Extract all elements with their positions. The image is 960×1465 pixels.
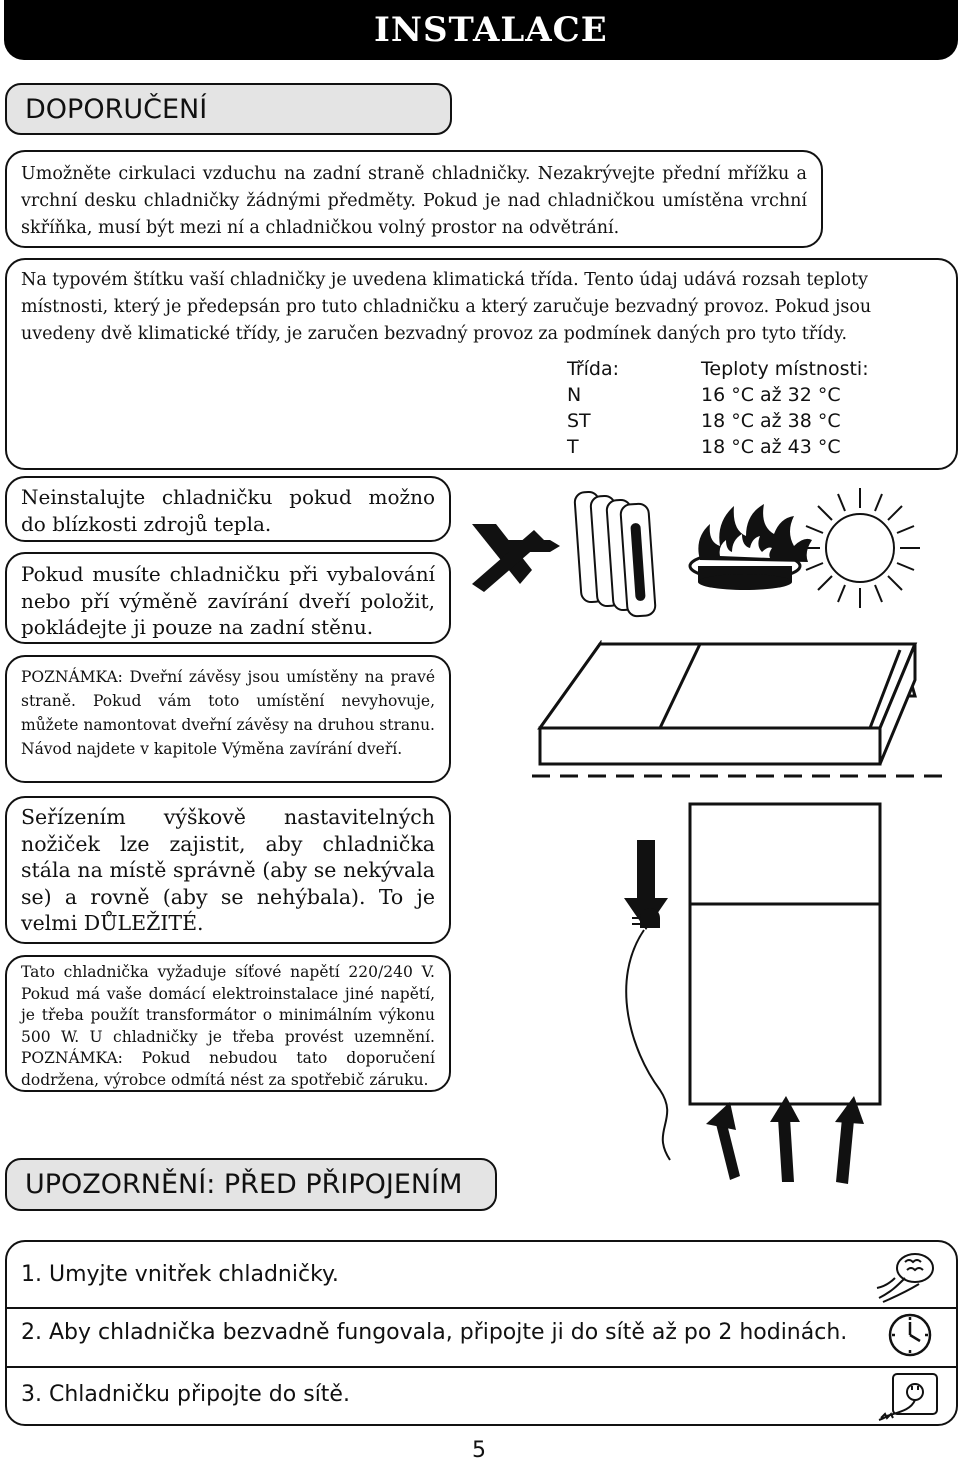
gas-flame-icon: [690, 504, 812, 590]
leveling-box: [5, 796, 451, 944]
climate-temp: 16 °C až 32 °C: [701, 384, 841, 406]
climate-table-header: [567, 356, 869, 382]
leveling-text: Seřízením výškově nastavitelných nožiček lze zajistit, aby chladnička stála na místě správně (aby se nekývala se) a rovně (aby se nehýbala). To je velmi DŮLEŽITÉ.: [21, 805, 435, 935]
sun-icon: [800, 488, 920, 608]
radiator-icon: [574, 491, 656, 617]
arrow-up-icons: [706, 1096, 864, 1184]
climate-col-class: Třída:: [567, 358, 620, 380]
plug-cord-icon: [626, 908, 670, 1160]
fridge-body: [690, 804, 880, 1104]
step-text: 3. Chladničku připojte do sítě.: [21, 1382, 350, 1407]
page-title: INSTALACE: [374, 10, 608, 50]
power-box: [5, 955, 451, 1092]
section-heading-label: DOPORUČENÍ: [25, 93, 208, 125]
sponge-icon: [875, 1248, 947, 1304]
climate-intro-text: Na typovém štítku vaší chladničky je uvedena klimatická třída. Tento údaj udává rozsah teploty místnosti, který je předepsán pro tuto chladničku a který zaručuje bezvadný provoz. Pokud jsou uvedeny dvě klimatické třídy, je zaručen bezvadný provoz za podmínek daných pro tyto třídy.: [21, 270, 872, 344]
fridge-lying-illustration: [520, 640, 960, 785]
fridge-upright-illustration: [580, 800, 950, 1190]
climate-col-temp: Teploty místnosti:: [701, 358, 869, 380]
section-heading-recommendations: [5, 83, 452, 135]
fridge-top: [540, 644, 915, 728]
hinges-note-text: POZNÁMKA: Dveřní závěsy jsou umístěny na pravé straně. Pokud vám toto umístění nevyhovuje, můžete namontovat dveřní závěsy na druhou stranu. Návod najdete v kapitole Výměna zavírání dveří.: [21, 668, 435, 758]
climate-class: T: [567, 436, 579, 458]
climate-table-row: [567, 434, 869, 460]
steps-box: [5, 1240, 958, 1426]
page-number: 5: [472, 1438, 486, 1463]
climate-temp: 18 °C až 38 °C: [701, 410, 841, 432]
step-text: 2. Aby chladnička bezvadně fungovala, připojte ji do sítě až po 2 hodinách.: [21, 1320, 848, 1345]
hinges-note-box: [5, 655, 451, 783]
power-text: Tato chladnička vyžaduje síťové napětí 220/240 V. Pokud má vaše domácí elektroinstalace jiné napětí, je třeba použít transformátor o minimálním výkonu 500 W. U chladničky je třeba provést uzemnění. POZNÁMKA: Pokud nebudou tato doporučení dodržena, výrobce odmítá nést za spotřebič záruku.: [21, 963, 435, 1089]
step-item: [21, 1262, 339, 1287]
cross-icon: [472, 524, 560, 592]
step-divider: [7, 1366, 956, 1368]
climate-temp: 18 °C až 43 °C: [701, 436, 841, 458]
climate-table-row: [567, 382, 869, 408]
climate-class: N: [567, 384, 582, 406]
unpacking-text: Pokud musíte chladničku při vybalování nebo pří výměně zavírání dveří položit, pokládejte ji pouze na zadní stěnu.: [21, 562, 435, 639]
step-item: [21, 1382, 350, 1407]
heat-sources-text: Neinstalujte chladničku pokud možno do blízkosti zdrojů tepla.: [21, 485, 435, 536]
plug-icon: [877, 1370, 947, 1424]
fridge-side: [540, 728, 880, 764]
air-circulation-text: Umožněte cirkulaci vzduchu na zadní straně chladničky. Nezakrývejte přední mřížku a vrchní desku chladničky žádnými předměty. Pokud je nad chladničkou umístěna vrchní skříňka, musí být mezi ní a chladničkou volný prostor na odvětrání.: [21, 164, 807, 238]
step-divider: [7, 1307, 956, 1309]
step-text: 1. Umyjte vnitřek chladničky.: [21, 1262, 339, 1287]
unpacking-box: [5, 552, 451, 644]
heat-sources-box: [5, 476, 451, 542]
climate-table-row: [567, 408, 869, 434]
climate-class-box: [5, 258, 958, 470]
clock-icon: [887, 1312, 933, 1358]
step-item: [21, 1320, 847, 1345]
header-banner: [4, 0, 958, 60]
climate-class: ST: [567, 410, 591, 432]
section-heading-label: UPOZORNĚNÍ: PŘED PŘIPOJENÍM: [25, 1169, 463, 1200]
air-circulation-box: [5, 150, 823, 248]
section-heading-before-connecting: [5, 1158, 497, 1211]
climate-table: [567, 356, 869, 460]
heat-sources-illustration: [460, 480, 960, 640]
